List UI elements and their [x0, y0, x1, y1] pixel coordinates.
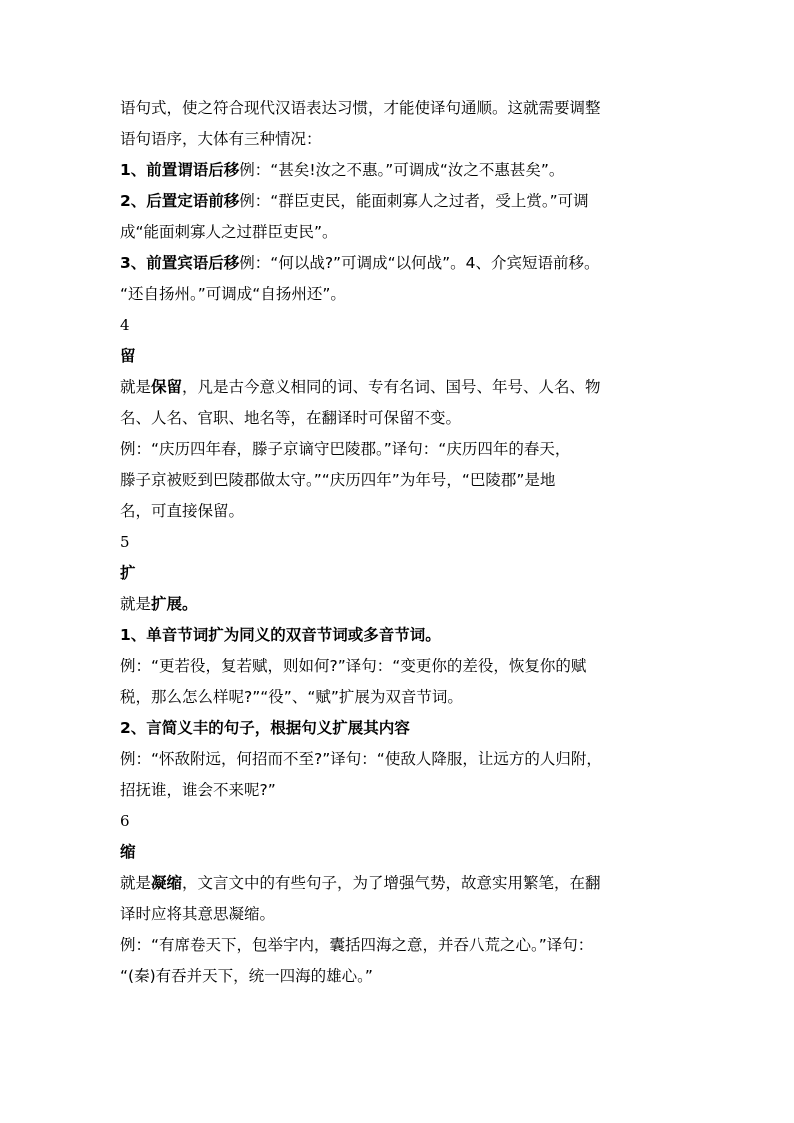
text-line: [120, 713, 674, 744]
text-line: [120, 744, 674, 775]
body-text: 就是: [120, 874, 152, 892]
body-text: 语句式，使之符合现代汉语表达习惯，才能使译句通顺。这就需要调整: [120, 99, 601, 117]
text-line: [120, 279, 674, 310]
text-line: [120, 434, 674, 465]
text-line: [120, 372, 674, 403]
bold-text: 1、单音节词扩为同义的双音节词或多音节词。: [120, 626, 441, 644]
text-line: [120, 248, 674, 279]
text-line: [120, 465, 674, 496]
bold-text: 扩展。: [151, 595, 198, 613]
text-line: [120, 651, 674, 682]
bold-text: 缩: [120, 843, 136, 861]
body-text: 例：“有席卷天下，包举宇内，囊括四海之意，并吞八荒之心。”译句：: [120, 936, 594, 954]
body-text: 译时应将其意思凝缩。: [120, 905, 276, 923]
body-text: 名、人名、官职、地名等，在翻译时可保留不变。: [120, 409, 462, 427]
bold-text: 2、言简义丰的句子，根据句义扩展其内容: [120, 719, 410, 737]
text-line: [120, 124, 674, 155]
text-line: [120, 899, 674, 930]
body-text: 例：“群臣吏民，能面刺寡人之过者，受上赏。”可调: [239, 192, 589, 210]
text-line: [120, 775, 674, 806]
text-line: [120, 558, 674, 589]
body-text: 例：“何以战?”可调成“以何战”。4、介宾短语前移。: [239, 254, 600, 272]
text-line: [120, 186, 674, 217]
text-line: [120, 837, 674, 868]
bold-text: 扩: [120, 564, 136, 582]
body-text: 6: [120, 812, 130, 830]
body-text: 就是: [120, 595, 152, 613]
bold-text: 保留: [151, 378, 183, 396]
body-text: 例：“更若役，复若赋，则如何?”译句：“变更你的差役，恢复你的赋: [120, 657, 587, 675]
text-line: [120, 961, 674, 992]
body-text: ，凡是古今意义相同的词、专有名词、国号、年号、人名、物: [182, 378, 601, 396]
bold-text: 凝缩: [151, 874, 183, 892]
text-line: [120, 527, 674, 558]
text-line: [120, 682, 674, 713]
text-line: [120, 496, 674, 527]
body-text: 5: [120, 533, 130, 551]
body-text: 税，那么怎么样呢?”“役”、“赋”扩展为双音节词。: [120, 688, 463, 706]
body-text: ，文言文中的有些句子，为了增强气势，故意实用繁笔，在翻: [182, 874, 601, 892]
body-text: “还自扬州。”可调成“自扬州还”。: [120, 285, 346, 303]
body-text: 成“能面刺寡人之过群臣吏民”。: [120, 223, 338, 241]
bold-text: 留: [120, 347, 136, 365]
text-line: [120, 403, 674, 434]
bold-text: 3、前置宾语后移: [120, 254, 240, 272]
body-text: 语句语序，大体有三种情况：: [120, 130, 322, 148]
body-text: 名，可直接保留。: [120, 502, 245, 520]
text-line: [120, 868, 674, 899]
text-line: [120, 806, 674, 837]
body-text: 招抚谁，谁会不来呢?”: [120, 781, 276, 799]
text-line: [120, 620, 674, 651]
bold-text: 1、前置谓语后移: [120, 161, 240, 179]
text-line: [120, 217, 674, 248]
text-line: [120, 93, 674, 124]
body-text: 例：“庆历四年春，滕子京谪守巴陵郡。”译句：“庆历四年的春天，: [120, 440, 571, 458]
body-text: 4: [120, 316, 130, 334]
body-text: 例：“怀敌附远，何招而不至?”译句：“使敌人降服，让远方的人归附，: [120, 750, 602, 768]
text-line: [120, 155, 674, 186]
body-text: 例：“甚矣!汝之不惠。”可调成“汝之不惠甚矣”。: [239, 161, 565, 179]
text-line: [120, 589, 674, 620]
body-text: 就是: [120, 378, 152, 396]
text-line: [120, 310, 674, 341]
body-text: “(秦)有吞并天下，统一四海的雄心。”: [120, 967, 373, 985]
bold-text: 2、后置定语前移: [120, 192, 240, 210]
text-line: [120, 341, 674, 372]
body-text: 滕子京被贬到巴陵郡做太守。”“庆历四年”为年号，“巴陵郡”是地: [120, 471, 556, 489]
text-line: [120, 930, 674, 961]
